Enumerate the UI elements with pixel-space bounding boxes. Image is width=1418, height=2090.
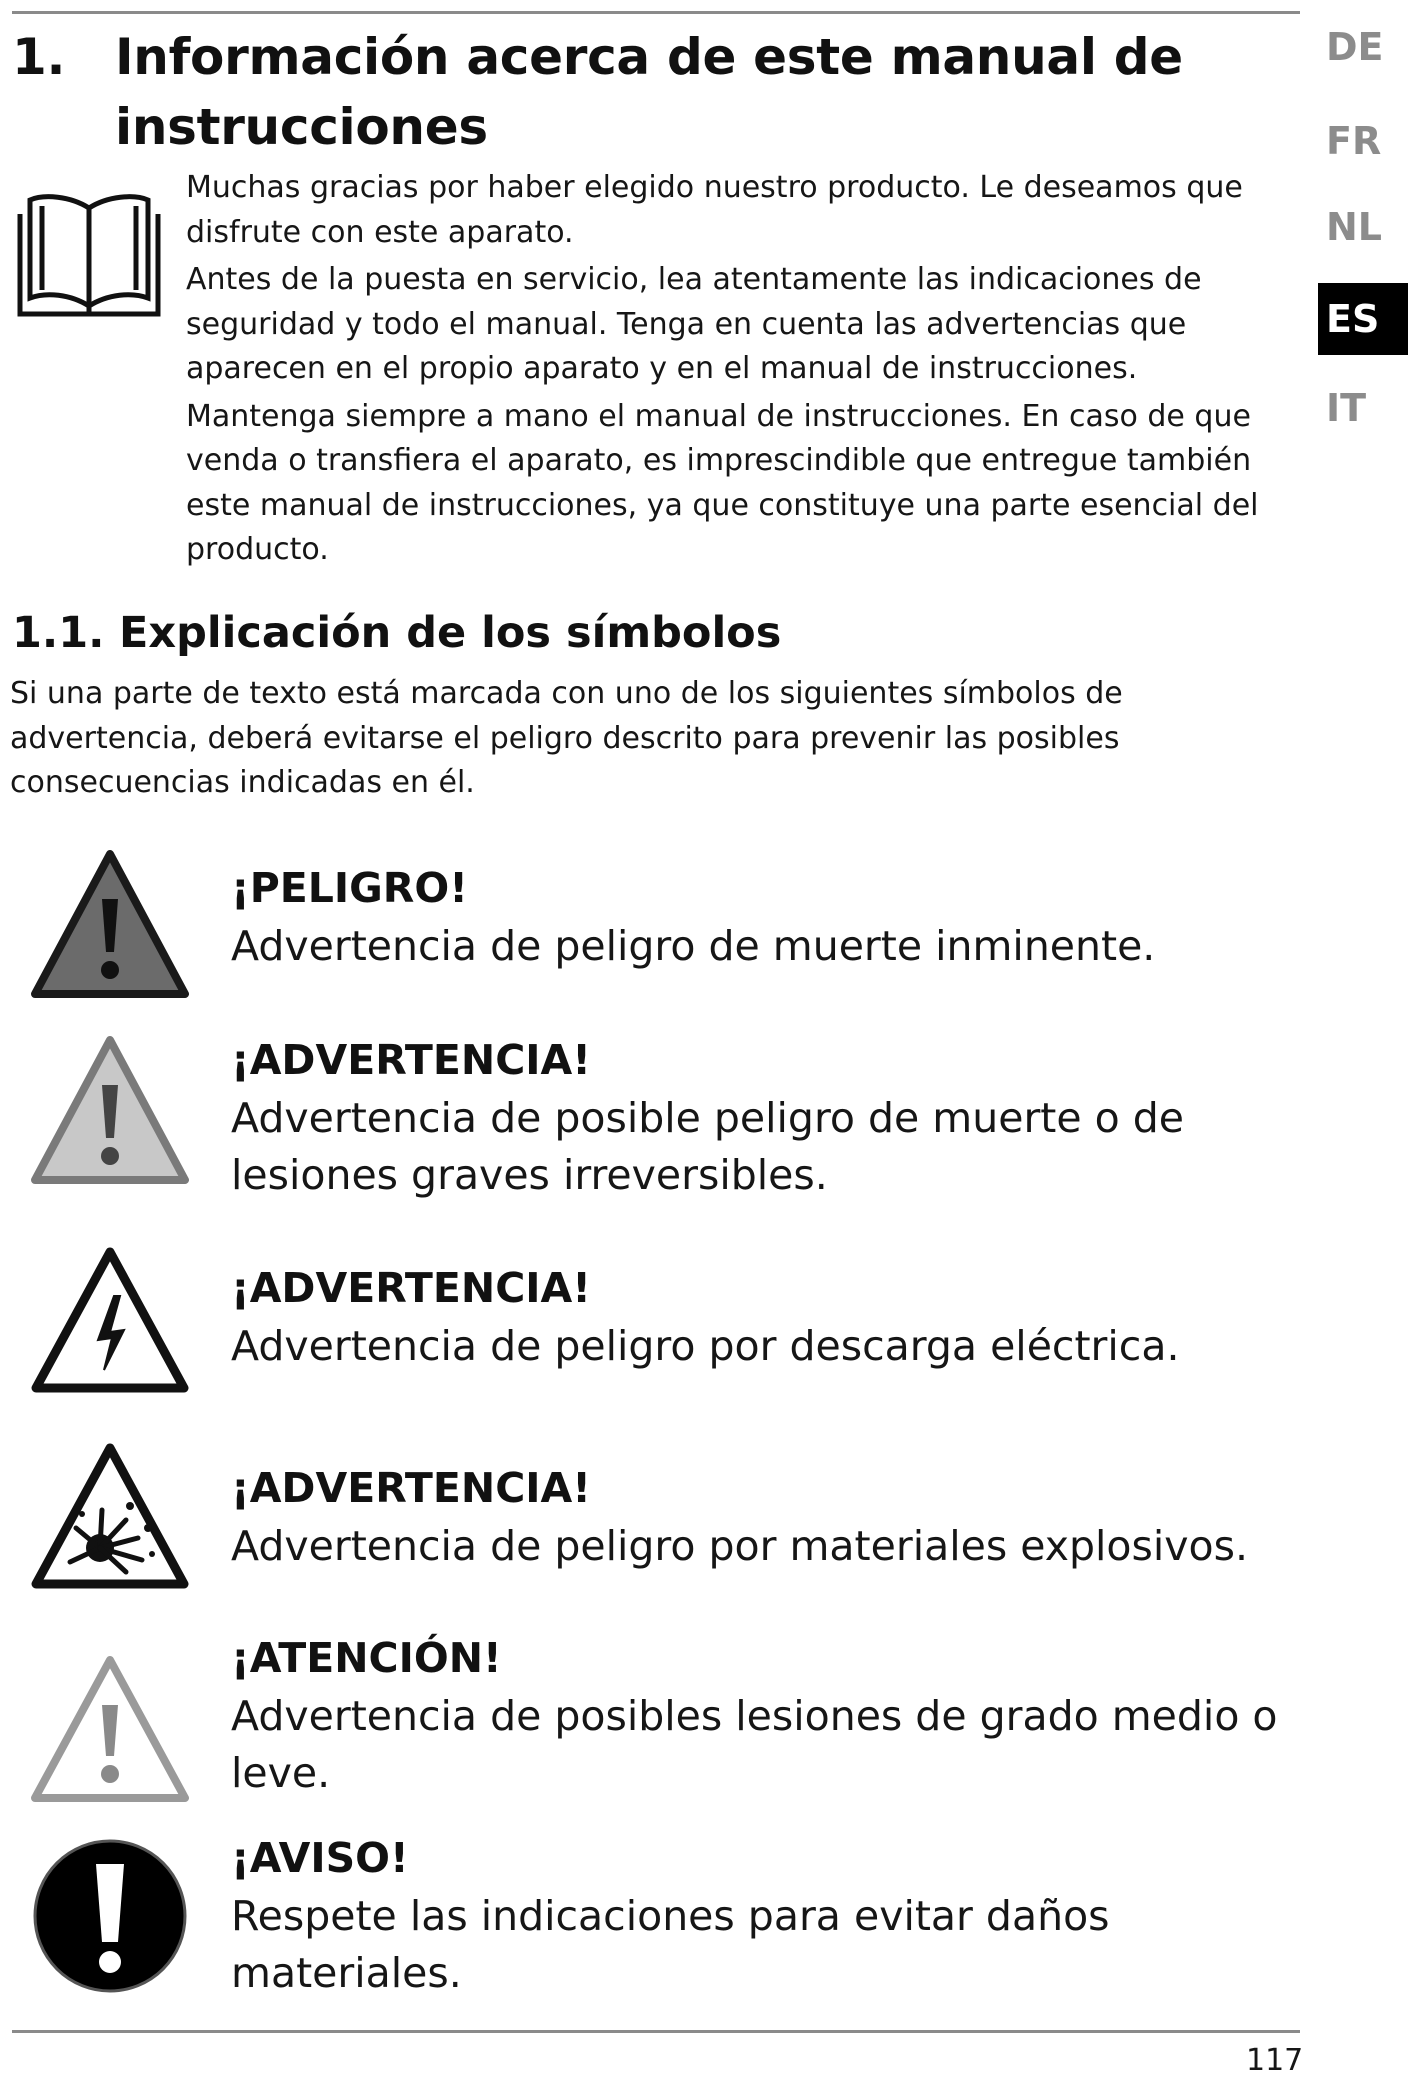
language-tab-fr[interactable]: FR [1326,119,1382,163]
intro-paragraph-2: Antes de la puesta en servicio, lea atentamente las indicaciones de seguridad y todo el manual. Tenga en cuenta las advertencias que aparecen en el propio aparato y en el manual de instrucciones. [186,262,1202,386]
page-title [12,22,1292,162]
symbol-title: ¡ATENCIÓN! [231,1634,502,1682]
symbol-title: ¡AVISO! [231,1834,409,1882]
intro-paragraph-1: Muchas gracias por haber elegido nuestro producto. Le deseamos que disfrute con este aparato. [186,170,1243,250]
title-line-2: instrucciones [115,98,488,156]
danger-triangle-icon [30,844,190,1004]
manual-book-icon [10,180,168,320]
language-tab-es[interactable]: ES [1318,283,1408,355]
symbol-description: Advertencia de peligro por descarga eléctrica. [231,1322,1180,1370]
top-divider [12,11,1300,14]
section-heading [12,600,1292,666]
symbol-description: Advertencia de posible peligro de muerte o de lesiones graves irreversibles. [231,1094,1185,1199]
subsection-title: Explicación de los símbolos [119,608,782,658]
symbol-description: Advertencia de posibles lesiones de grado medio o leve. [231,1692,1278,1797]
symbol-title: ¡ADVERTENCIA! [231,1036,591,1084]
symbol-title: ¡ADVERTENCIA! [231,1464,591,1512]
language-tab-de[interactable]: DE [1326,25,1384,69]
language-tab-nl[interactable]: NL [1326,205,1383,249]
intro-text [186,166,1301,576]
language-tab-it[interactable]: IT [1326,386,1367,430]
page-number: 117 [1246,2043,1304,2078]
intro-paragraph-3: Mantenga siempre a mano el manual de instrucciones. En caso de que venda o transfiera el aparato, es imprescindible que entregue también este manual de instrucciones, ya que constituye una parte esencial del producto. [186,398,1259,567]
electric-shock-icon [30,1240,190,1400]
symbol-title: ¡ADVERTENCIA! [231,1264,591,1312]
caution-triangle-icon [30,1650,190,1810]
explosive-icon [30,1436,190,1596]
symbol-description: Respete las indicaciones para evitar daños materiales. [231,1892,1110,1997]
symbols-explanation: Si una parte de texto está marcada con uno de los siguientes símbolos de advertencia, deberá evitarse el peligro descrito para prevenir las posibles consecuencias indicadas en él. [10,676,1123,800]
section-number: 1. [12,28,66,86]
title-line-1: Información acerca de este manual de [115,28,1183,86]
symbol-title: ¡PELIGRO! [231,864,468,912]
subsection-number: 1.1. [12,608,105,658]
bottom-divider [12,2030,1300,2033]
symbol-description: Advertencia de peligro por materiales explosivos. [231,1522,1248,1570]
warning-triangle-icon [30,1030,190,1190]
notice-circle-icon [30,1836,190,1996]
symbol-description: Advertencia de peligro de muerte inminente. [231,922,1156,970]
